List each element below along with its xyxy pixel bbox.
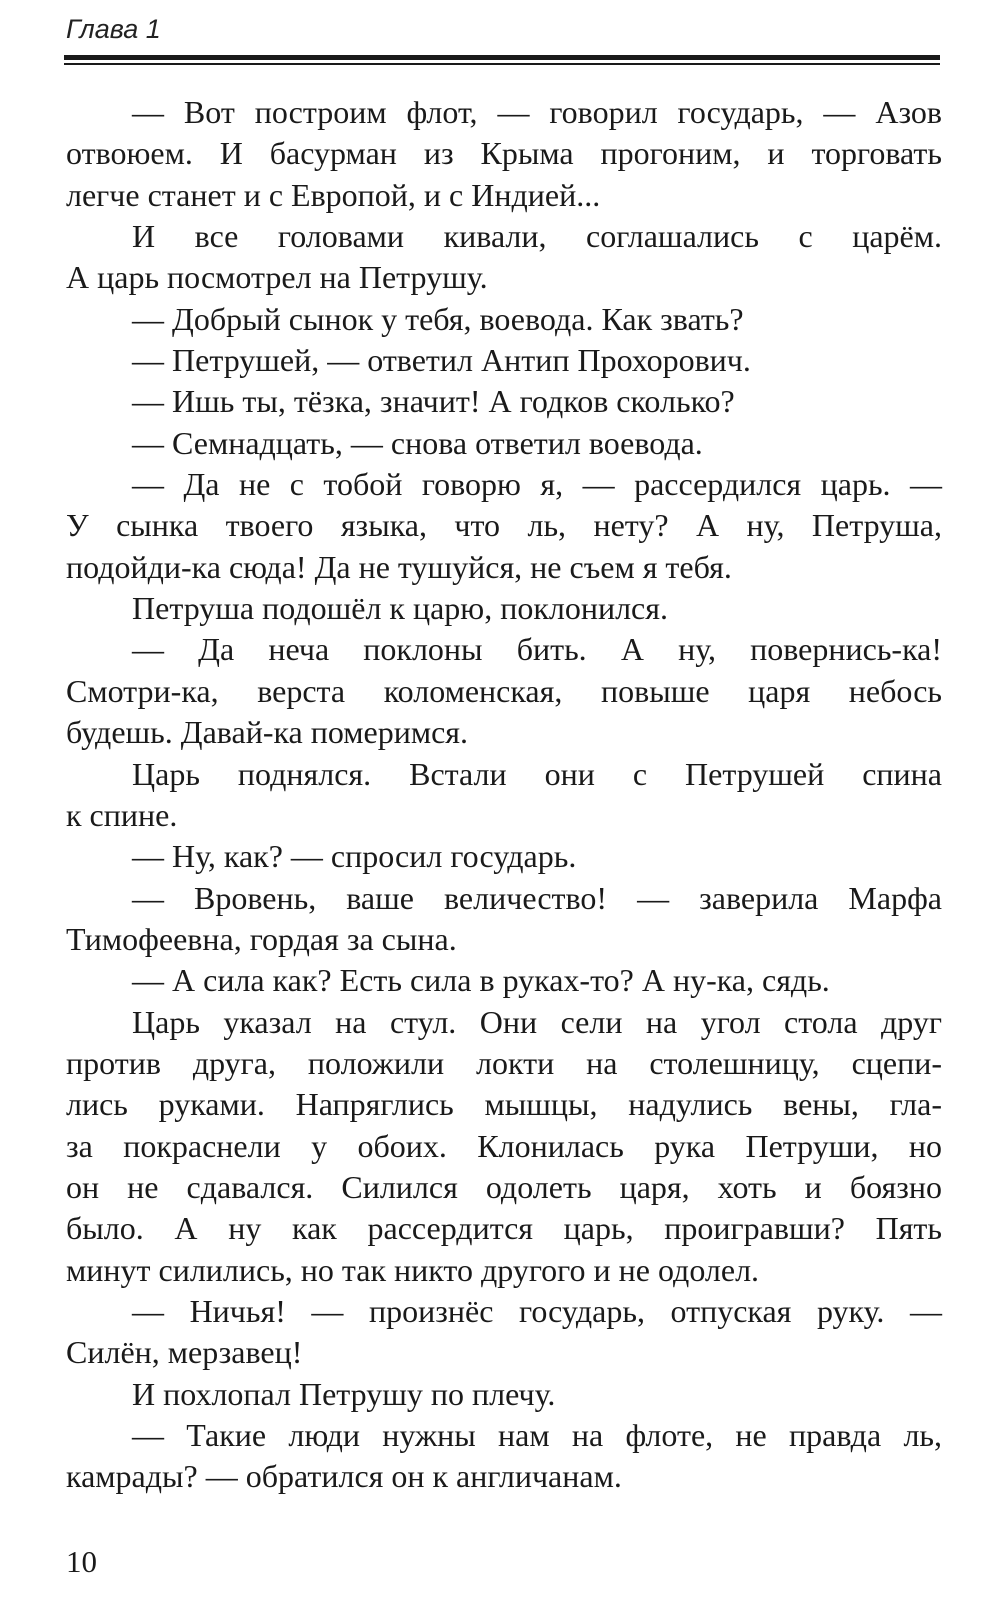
text-line: — А сила как? Есть сила в руках-то? А ну-ка, сядь. <box>132 962 830 999</box>
text-line: Петруша подошёл к царю, поклонился. <box>132 590 668 627</box>
page-number: 10 <box>66 1544 97 1579</box>
text-line: — Вровень, ваше величество! — заверила Марфа <box>132 879 942 916</box>
header-rule-thin <box>64 63 940 65</box>
text-line: — Семнадцать, — снова ответил воевода. <box>132 424 703 461</box>
header-rule-thick <box>64 55 940 60</box>
text-line: камрады? — обратился он к англичанам. <box>66 1458 622 1495</box>
running-head: Глава 1 <box>66 14 161 44</box>
text-line: — Ничья! — произнёс государь, отпуская руку. — <box>132 1292 942 1329</box>
text-line: Царь указал на стул. Они сели на угол стола друг <box>132 1003 942 1040</box>
text-line: — Вот построим флот, — говорил государь, — Азов <box>132 94 942 130</box>
text-line: Силён, мерзавец! <box>66 1334 303 1371</box>
text-line: к спине. <box>66 796 178 833</box>
text-line: — Такие люди нужны нам на флоте, не правда ль, <box>132 1417 942 1453</box>
text-line: против друга, положили локти на столешницу, сцепи- <box>66 1044 942 1081</box>
text-line: У сынка твоего языка, что ль, нету? А ну, Петруша, <box>66 507 942 544</box>
text-line: Царь поднялся. Встали они с Петрушей спина <box>132 755 942 792</box>
text-line: отвоюем. И басурман из Крыма прогоним, и торговать <box>66 135 942 172</box>
text-line: И похлопал Петрушу по плечу. <box>132 1375 556 1412</box>
text-line: подойди-ка сюда! Да не тушуйся, не съем я тебя. <box>66 548 732 585</box>
text-line: — Ну, как? — спросил государь. <box>132 838 577 875</box>
text-line: — Петрушей, — ответил Антип Прохорович. <box>132 342 751 379</box>
text-line: — Да не с тобой говорю я, — рассердился царь. — <box>132 466 942 503</box>
text-line: А царь посмотрел на Петрушу. <box>66 259 488 296</box>
text-line: — Ишь ты, тёзка, значит! А годков сколько? <box>132 383 735 420</box>
text-line: И все головами кивали, соглашались с царём. <box>132 218 942 255</box>
text-line: будешь. Давай-ка померимся. <box>66 714 468 751</box>
text-line: он не сдавался. Силился одолеть царя, хоть и боязно <box>66 1168 942 1205</box>
text-line: — Да неча поклоны бить. А ну, повернись-ка! <box>132 631 942 668</box>
text-line: легче станет и с Европой, и с Индией... <box>66 176 601 213</box>
text-line: Тимофеевна, гордая за сына. <box>66 920 457 957</box>
text-line: лись руками. Напряглись мышцы, надулись вены, гла- <box>66 1086 942 1123</box>
body-text <box>66 92 942 1498</box>
text-line: за покраснели у обоих. Клонилась рука Петруши, но <box>66 1127 942 1164</box>
text-line: — Добрый сынок у тебя, воевода. Как звать? <box>132 300 744 337</box>
text-line: было. А ну как рассердится царь, проигравши? Пять <box>66 1210 942 1247</box>
text-line: Смотри-ка, верста коломенская, повыше царя небось <box>66 672 942 709</box>
text-line: минут силились, но так никто другого и не одолел. <box>66 1251 760 1288</box>
